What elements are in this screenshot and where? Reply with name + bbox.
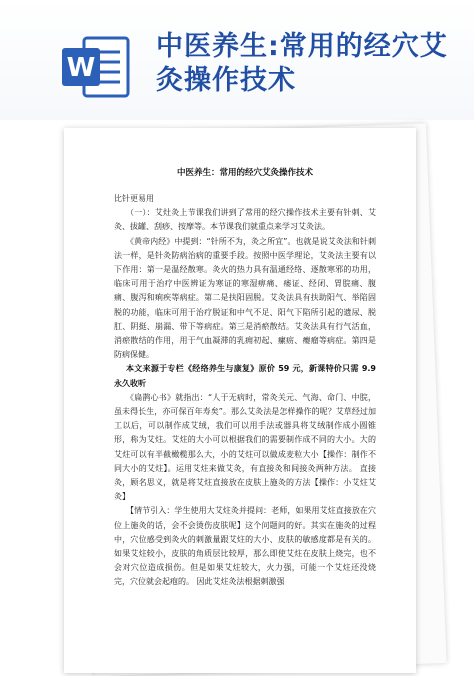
paragraph-effects: 《黄帝内经》中提到：“针所不为，灸之所宜”。也就是说艾灸法和针刺法一样，是针灸防病治病的重要手段。按照中医学理论，艾灸法主要有以下作用：第一是温经散寒。灸火的热力具有温通经络、逐散寒邪的功用，临床可用于治疗中医辨证为寒证的寒湿痹痛、痿证、经闭、胃脘痛、腹痛、腹泻和痢疾等病症。第二是扶阳固脱。艾灸法具有扶助阳气、举陷固脱的功能，临床可用于治疗脱证和中气不足、阳气下陷所引起的遗尿、脱肛、阴挺、崩漏、带下等病症。第三是消瘀散结。艾灸法具有行气活血，消瘀散结的作用，用于气血凝滞的乳痈初起、瘰疬、瘿瘤等病症。第四是防病保健。 bbox=[114, 236, 376, 360]
paragraph-subtitle: 比针更易用 bbox=[114, 194, 154, 203]
paragraph-intro: （一）：艾灶灸上节课我们讲到了常用的经穴操作技术主要有针刺、艾灸、拔罐、刮痧、按摩等。本节课我们就重点来学习艾灸法。 bbox=[114, 208, 376, 232]
paragraph-scenario: 【情节引入：学生使用大艾炷灸并提问：老师，如果用艾炷直接放在穴位上施灸的话，会不会烫伤皮肤呢】这个问题问的好。其实在施灸的过程中，穴位感受到灸火的刺激量跟艾炷的大小、皮肤的敏感度都是有关的。如果艾炷较小，皮肤的角质层比较厚，那么即使艾炷在皮肤上烧完，也不会对穴位造成损伤。但是如果艾炷较大，火力强，可能一个艾炷还没烧完，穴位就会起疱的。 因此艾炷灸法根据刺激强 bbox=[114, 506, 376, 587]
document-body bbox=[114, 192, 376, 590]
word-icon-letter: W bbox=[66, 53, 96, 83]
paragraph-method: 《扁鹊心书》就指出：“人于无病时，常灸关元、气海、命门、中脘，虽未得长生，亦可保百年寿矣”。那么艾灸法是怎样操作的呢？艾草经过加工以后，可以制作成艾绒，我们可以用手法或器具将艾绒制作成小圆锥形，称为艾炷。艾炷的大小可以根据我们的需要制作成不同的大小。大的艾炷可以有半截橄榄那么大，小的艾炷可以做成麦粒大小【操作：制作不同大小的艾炷】。运用艾炷来做艾灸，有直接灸和间接灸两种方法。 直接灸，顾名思义，就是将艾炷直接放在皮肤上施灸的方法【操作：小艾炷艾灸】 bbox=[114, 392, 376, 502]
header-banner bbox=[0, 0, 474, 120]
paragraph-source-note: 本文来源于专栏《经络养生与康复》原价 59 元，新课特价只需 9.9 永久收听 bbox=[114, 364, 376, 388]
document-title: 中医养生：常用的经穴艾灸操作技术 bbox=[176, 168, 313, 178]
word-document-icon bbox=[62, 34, 132, 100]
document-page bbox=[64, 128, 416, 673]
banner-title: 中医养生:常用的经穴艾灸操作技术 bbox=[156, 31, 448, 96]
